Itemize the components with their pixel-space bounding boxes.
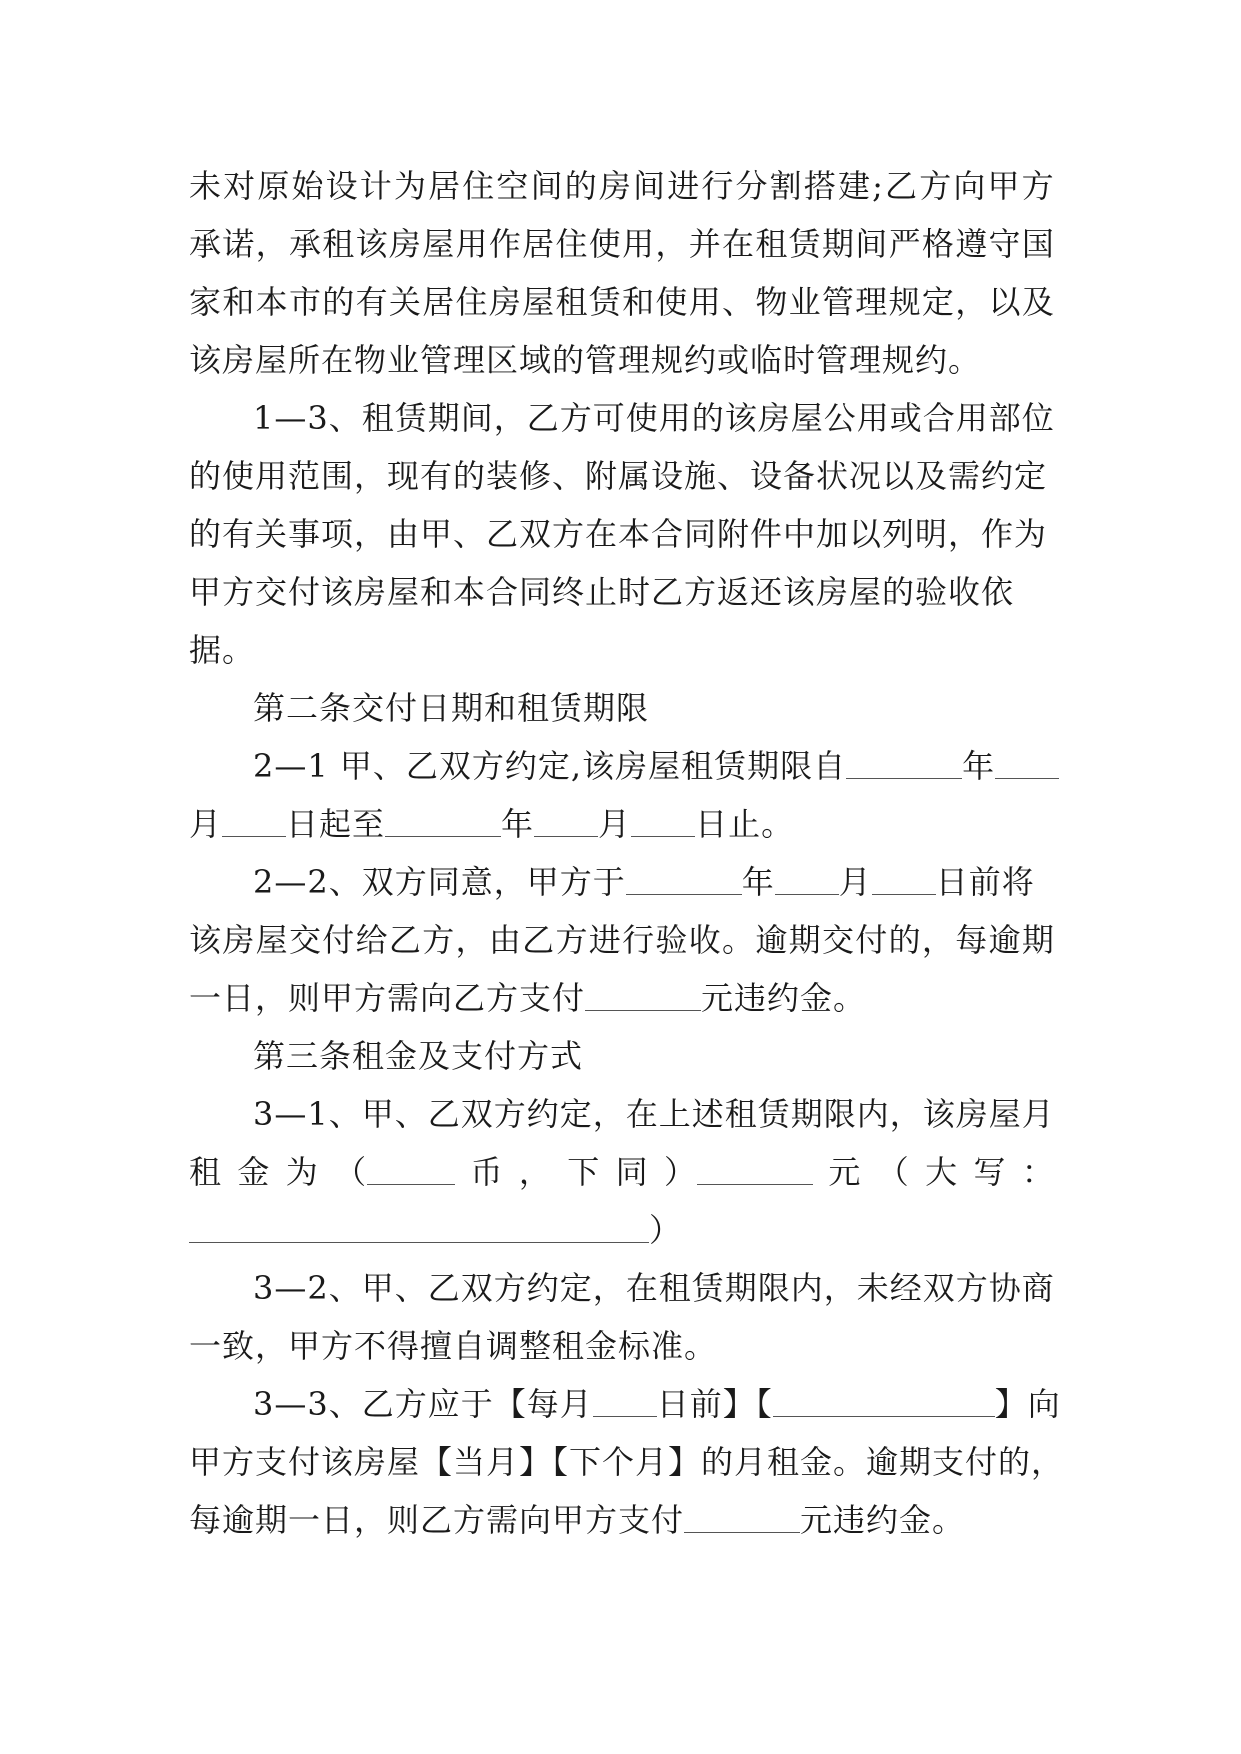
text-char: 家 [189,283,223,321]
text-char: 。 [722,921,756,959]
text-char: ， [921,921,955,959]
text-char: 有 [355,283,389,321]
clause-text: 日起至 [286,805,386,843]
text-char: ， [655,225,689,263]
clause-3-2: 3—2、甲、乙双方约定，在租赁期限内，未经双方协商 [253,1269,1055,1307]
clause-char: （ [334,1143,455,1201]
blank-field[interactable] [631,806,695,837]
text-char: 收 [688,921,722,959]
text-char: 交 [288,921,322,959]
text-char: 乙 [885,167,919,205]
blank-field[interactable] [593,1386,657,1417]
text-char: 使 [588,225,622,263]
paragraph-line: 甲方交付该房屋和本合同终止时乙方返还该房屋的验收依 [189,573,1015,611]
clause-char: ： [1021,1153,1055,1191]
clause-text: 月 [598,805,632,843]
text-char: 为 [393,167,427,205]
clause-3-1: 3—1、甲、乙双方约定，在上述租赁期限内，该房屋月 [253,1095,1055,1133]
blank-field[interactable] [773,1386,995,1417]
text-char: 方 [919,167,953,205]
text-char: 规 [888,283,922,321]
text-char: 的 [564,167,598,205]
text-char: 屋 [422,225,456,263]
text-char: 诺 [222,225,256,263]
clause-char: 租 [189,1153,223,1191]
text-char: 交 [821,921,855,959]
text-char: 本 [255,283,289,321]
blank-field[interactable] [872,864,936,895]
clause-text: 月 [189,805,223,843]
text-char: ， [955,283,989,321]
text-char: 并 [688,225,722,263]
text-char: 管 [821,283,855,321]
text-char: 及 [1021,283,1055,321]
text-char: 房 [388,225,422,263]
text-char: 严 [888,225,922,263]
blank-field[interactable] [367,1154,455,1185]
text-char: 守 [988,225,1022,263]
text-char: 住 [462,167,496,205]
article-2-heading: 第二条交付日期和租赁期限 [253,689,650,727]
paragraph-line: 的使用范围，现有的装修、附属设施、设备状况以及需约定 [189,457,1048,495]
text-char: 住 [455,283,489,321]
text-char: 租 [755,225,789,263]
text-char: 屋 [255,921,289,959]
text-char: 间 [530,167,564,205]
text-char: 屋 [522,283,556,321]
text-char: ， [255,225,289,263]
text-char: 遵 [955,225,989,263]
text-char: 租 [555,283,589,321]
paragraph-line [189,1491,1055,1549]
clause-text: 3—3、乙方应于【每月 [253,1385,593,1423]
clause-text: ） [649,1211,683,1249]
text-char: 和 [622,283,656,321]
text-char: 物 [755,283,789,321]
clause-char: 币 [470,1153,504,1191]
clause-text: 2—2、双方同意，甲方于 [253,863,626,901]
text-char: 乙 [522,921,556,959]
text-char: 赁 [788,225,822,263]
text-char: 期 [821,225,855,263]
paragraph-line [189,1201,1055,1259]
blank-field[interactable] [585,980,701,1011]
blank-field[interactable] [385,806,501,837]
clause-2-2 [189,853,1055,911]
text-char: 始 [291,167,325,205]
text-char: 居 [428,167,462,205]
text-char: 空 [496,167,530,205]
text-char: 和 [222,283,256,321]
clause-2-1 [189,737,1055,795]
paragraph-line: 该房屋所在物业管理区域的管理规约或临时管理规约。 [189,341,982,379]
text-char: 未 [189,167,223,205]
clause-char: 同 [615,1153,649,1191]
text-char: 该 [189,921,223,959]
text-char: 承 [189,225,223,263]
paragraph-line [189,215,1055,273]
clause-char: 大 [925,1153,959,1191]
text-char: 在 [722,225,756,263]
text-char: 由 [488,921,522,959]
paragraph-line [189,795,1055,853]
text-char: 建 [837,167,871,205]
paragraph-line [189,911,1055,969]
paragraph-line: 一致，甲方不得擅自调整租金标准。 [189,1327,718,1365]
blank-field[interactable] [626,864,742,895]
text-char: 用 [622,225,656,263]
text-char: 用 [455,225,489,263]
clause-char: ） [664,1143,813,1201]
text-char: 进 [667,167,701,205]
text-char: 居 [422,283,456,321]
text-char: 租 [322,225,356,263]
paragraph-line: 据。 [189,631,256,669]
blank-field[interactable] [697,1154,813,1185]
paragraph-line [189,1143,1055,1201]
text-char: 方 [1021,167,1055,205]
text-char: 关 [388,283,422,321]
text-char: 付 [322,921,356,959]
clause-1-3: 1—3、租赁期间，乙方可使用的该房屋公用或合用部位 [253,399,1055,437]
clause-text: 年 [501,805,535,843]
clause-text: 日前】【 [656,1385,773,1423]
text-char: 市 [288,283,322,321]
clause-char: ， [518,1153,552,1191]
blank-field[interactable] [189,1212,649,1243]
clause-text: 日前将 [935,863,1035,901]
text-char: 行 [622,921,656,959]
text-char: 乙 [388,921,422,959]
clause-text: 元违约金。 [800,1501,966,1539]
paragraph-line [189,157,1055,215]
text-char: 赁 [588,283,622,321]
text-char: 甲 [987,167,1021,205]
text-char: ; [872,167,884,205]
text-char: 格 [921,225,955,263]
text-char: 定 [921,283,955,321]
clause-text: 一日，则甲方需向乙方支付 [189,979,586,1017]
clause-text: 年 [962,747,996,785]
text-char: 期 [788,921,822,959]
clause-char: 元 [828,1153,862,1191]
text-char: 期 [1021,921,1055,959]
text-char: 进 [588,921,622,959]
text-char: 逾 [755,921,789,959]
text-char: 、 [722,283,756,321]
clause-text: 】向 [994,1385,1061,1423]
clause-text: 日止。 [695,805,795,843]
text-char: 该 [355,225,389,263]
text-char: 设 [325,167,359,205]
text-char: 房 [598,167,632,205]
text-char: 搭 [803,167,837,205]
blank-field[interactable] [534,806,598,837]
article-3-heading: 第三条租金及支付方式 [253,1037,584,1075]
clause-text: 每逾期一日，则乙方需向甲方支付 [189,1501,685,1539]
text-char: 向 [953,167,987,205]
clause-text: 月 [838,863,872,901]
text-char: 每 [955,921,989,959]
blank-field[interactable] [684,1502,800,1533]
paragraph-line [189,273,1055,331]
blank-field[interactable] [222,806,286,837]
clause-char: （ [876,1153,910,1191]
text-char: 验 [655,921,689,959]
clause-text: 年 [741,863,775,901]
text-char: 国 [1021,225,1055,263]
clause-3-3 [189,1375,1061,1433]
text-char: 房 [222,921,256,959]
text-char: 的 [888,921,922,959]
paragraph-line [189,969,1055,1027]
clause-char: 写 [973,1153,1007,1191]
text-char: 居 [522,225,556,263]
clause-char: 金 [237,1153,271,1191]
text-char: 承 [288,225,322,263]
contract-page [189,157,1065,1549]
text-char: 业 [788,283,822,321]
text-char: 的 [322,283,356,321]
paragraph-line: 甲方支付该房屋【当月】【下个月】的月租金。逾期支付的， [189,1443,1065,1481]
clause-char: 为 [285,1153,319,1191]
text-char: 割 [769,167,803,205]
text-char: 以 [988,283,1022,321]
text-char: 行 [701,167,735,205]
clause-char: 下 [567,1153,601,1191]
blank-field[interactable] [846,748,962,779]
blank-field[interactable] [775,864,839,895]
text-char: 间 [633,167,667,205]
text-char: 对 [223,167,257,205]
text-char: 作 [488,225,522,263]
text-char: 计 [359,167,393,205]
text-char: 理 [855,283,889,321]
text-char: 间 [855,225,889,263]
text-char: 分 [735,167,769,205]
text-char: 付 [855,921,889,959]
text-char: 方 [422,921,456,959]
paragraph-line: 的有关事项，由甲、乙双方在本合同附件中加以列明，作为 [189,515,1048,553]
text-char: 原 [257,167,291,205]
text-char: 用 [688,283,722,321]
text-char: 给 [355,921,389,959]
blank-field[interactable] [995,748,1059,779]
clause-text: 2—1 甲、乙双方约定,该房屋租赁期限自 [253,747,847,785]
text-char: 方 [555,921,589,959]
text-char: 使 [655,283,689,321]
text-char: ， [455,921,489,959]
text-char: 逾 [988,921,1022,959]
text-char: 住 [555,225,589,263]
clause-text: 元违约金。 [701,979,867,1017]
text-char: 房 [488,283,522,321]
